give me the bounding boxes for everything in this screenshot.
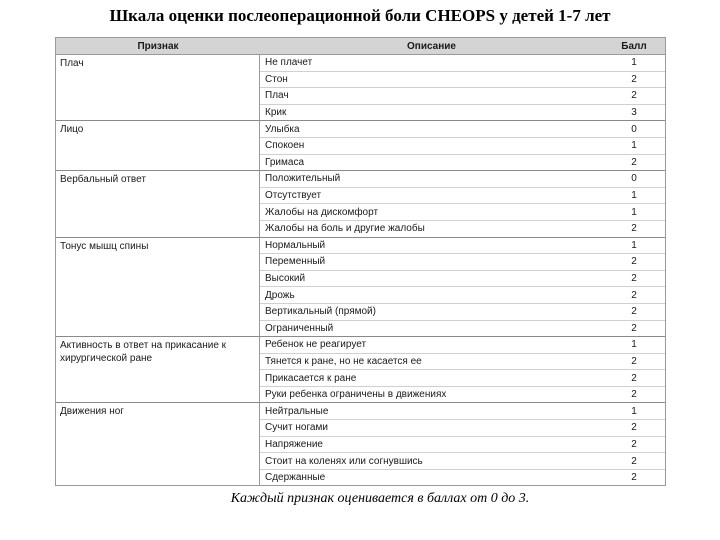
- table-row: [260, 321, 665, 337]
- header-description: Описание: [407, 40, 456, 52]
- row-description: Нейтральные: [265, 405, 329, 417]
- table-group: [56, 171, 665, 237]
- row-description: Положительный: [265, 173, 341, 185]
- row-score: 1: [631, 57, 637, 69]
- row-score: 1: [631, 190, 637, 202]
- table-row: [260, 420, 665, 437]
- group-sign: Вербальный ответ: [56, 171, 260, 236]
- table-row: [260, 271, 665, 288]
- row-description: Вертикальный (прямой): [265, 306, 376, 318]
- group-sign: Активность в ответ на прикасание к хирургической ране: [56, 337, 260, 402]
- table-row: [260, 155, 665, 171]
- row-description: Высокий: [265, 273, 306, 285]
- row-score: 2: [631, 372, 637, 384]
- row-description: Прикасается к ране: [265, 372, 357, 384]
- table-row: [260, 238, 665, 255]
- table-body: [56, 55, 665, 485]
- group-sign: Плач: [56, 55, 260, 120]
- row-score: 2: [631, 289, 637, 301]
- row-score: 1: [631, 239, 637, 251]
- table-row: [260, 287, 665, 304]
- row-description: Сучит ногами: [265, 422, 328, 434]
- table-row: [260, 337, 665, 354]
- row-score: 2: [631, 389, 637, 401]
- table-row: [260, 403, 665, 420]
- row-score: 2: [631, 438, 637, 450]
- table-row: [260, 121, 665, 138]
- row-description: Плач: [265, 90, 289, 102]
- row-score: 2: [631, 156, 637, 168]
- row-description: Стоит на коленях или согнувшись: [265, 455, 423, 467]
- row-description: Улыбка: [265, 123, 300, 135]
- table-group: [56, 55, 665, 121]
- table-group: [56, 121, 665, 171]
- footer-note: Каждый признак оценивается в баллах от 0 до 3.: [230, 491, 530, 506]
- row-description: Переменный: [265, 256, 326, 268]
- row-score: 2: [631, 472, 637, 484]
- row-description: Ограниченный: [265, 322, 334, 334]
- table-row: [260, 387, 665, 403]
- row-description: Ребенок не реагирует: [265, 339, 367, 351]
- row-score: 2: [631, 256, 637, 268]
- table-row: [260, 221, 665, 237]
- row-score: 1: [631, 339, 637, 351]
- table-row: [260, 72, 665, 89]
- table-group: [56, 403, 665, 485]
- table-row: [260, 105, 665, 121]
- row-description: Гримаса: [265, 156, 304, 168]
- group-sign: Тонус мышц спины: [56, 238, 260, 337]
- row-description: Жалобы на дискомфорт: [265, 206, 379, 218]
- row-score: 2: [631, 90, 637, 102]
- row-score: 1: [631, 206, 637, 218]
- table-row: [260, 55, 665, 72]
- row-score: 2: [631, 455, 637, 467]
- row-description: Спокоен: [265, 140, 305, 152]
- row-score: 2: [631, 322, 637, 334]
- row-score: 0: [631, 173, 637, 185]
- table-row: [260, 188, 665, 205]
- table-group: [56, 238, 665, 338]
- row-score: 1: [631, 140, 637, 152]
- table-row: [260, 470, 665, 486]
- table-row: [260, 204, 665, 221]
- group-sign: Лицо: [56, 121, 260, 170]
- row-description: Стон: [265, 73, 288, 85]
- header-score: Балл: [621, 40, 647, 52]
- row-score: 2: [631, 355, 637, 367]
- table-group: [56, 337, 665, 403]
- row-score: 2: [631, 73, 637, 85]
- row-score: 2: [631, 422, 637, 434]
- table-row: [260, 354, 665, 371]
- table-row: [260, 171, 665, 188]
- table-row: [260, 453, 665, 470]
- table-row: [260, 304, 665, 321]
- table-row: [260, 88, 665, 105]
- table-row: [260, 437, 665, 454]
- row-description: Нормальный: [265, 239, 326, 251]
- table-row: [260, 254, 665, 271]
- row-score: 3: [631, 107, 637, 119]
- row-score: 0: [631, 123, 637, 135]
- row-description: Отсутствует: [265, 190, 322, 202]
- row-description: Жалобы на боль и другие жалобы: [265, 223, 425, 235]
- cheops-table: [55, 37, 666, 486]
- row-description: Руки ребенка ограничены в движениях: [265, 389, 447, 401]
- row-description: Дрожь: [265, 289, 295, 301]
- group-sign: Движения ног: [56, 403, 260, 485]
- row-description: Тянется к ране, но не касается ее: [265, 355, 422, 367]
- row-description: Сдержанные: [265, 472, 326, 484]
- table-row: [260, 370, 665, 387]
- header-sign: Признак: [137, 40, 179, 52]
- page-title: Шкала оценки послеоперационной боли CHEOPS у детей 1-7 лет: [109, 6, 611, 25]
- table-header: [56, 38, 665, 55]
- row-score: 1: [631, 405, 637, 417]
- row-description: Крик: [265, 107, 287, 119]
- row-score: 2: [631, 306, 637, 318]
- table-row: [260, 138, 665, 155]
- row-description: Не плачет: [265, 57, 313, 69]
- row-description: Напряжение: [265, 438, 323, 450]
- row-score: 2: [631, 223, 637, 235]
- row-score: 2: [631, 273, 637, 285]
